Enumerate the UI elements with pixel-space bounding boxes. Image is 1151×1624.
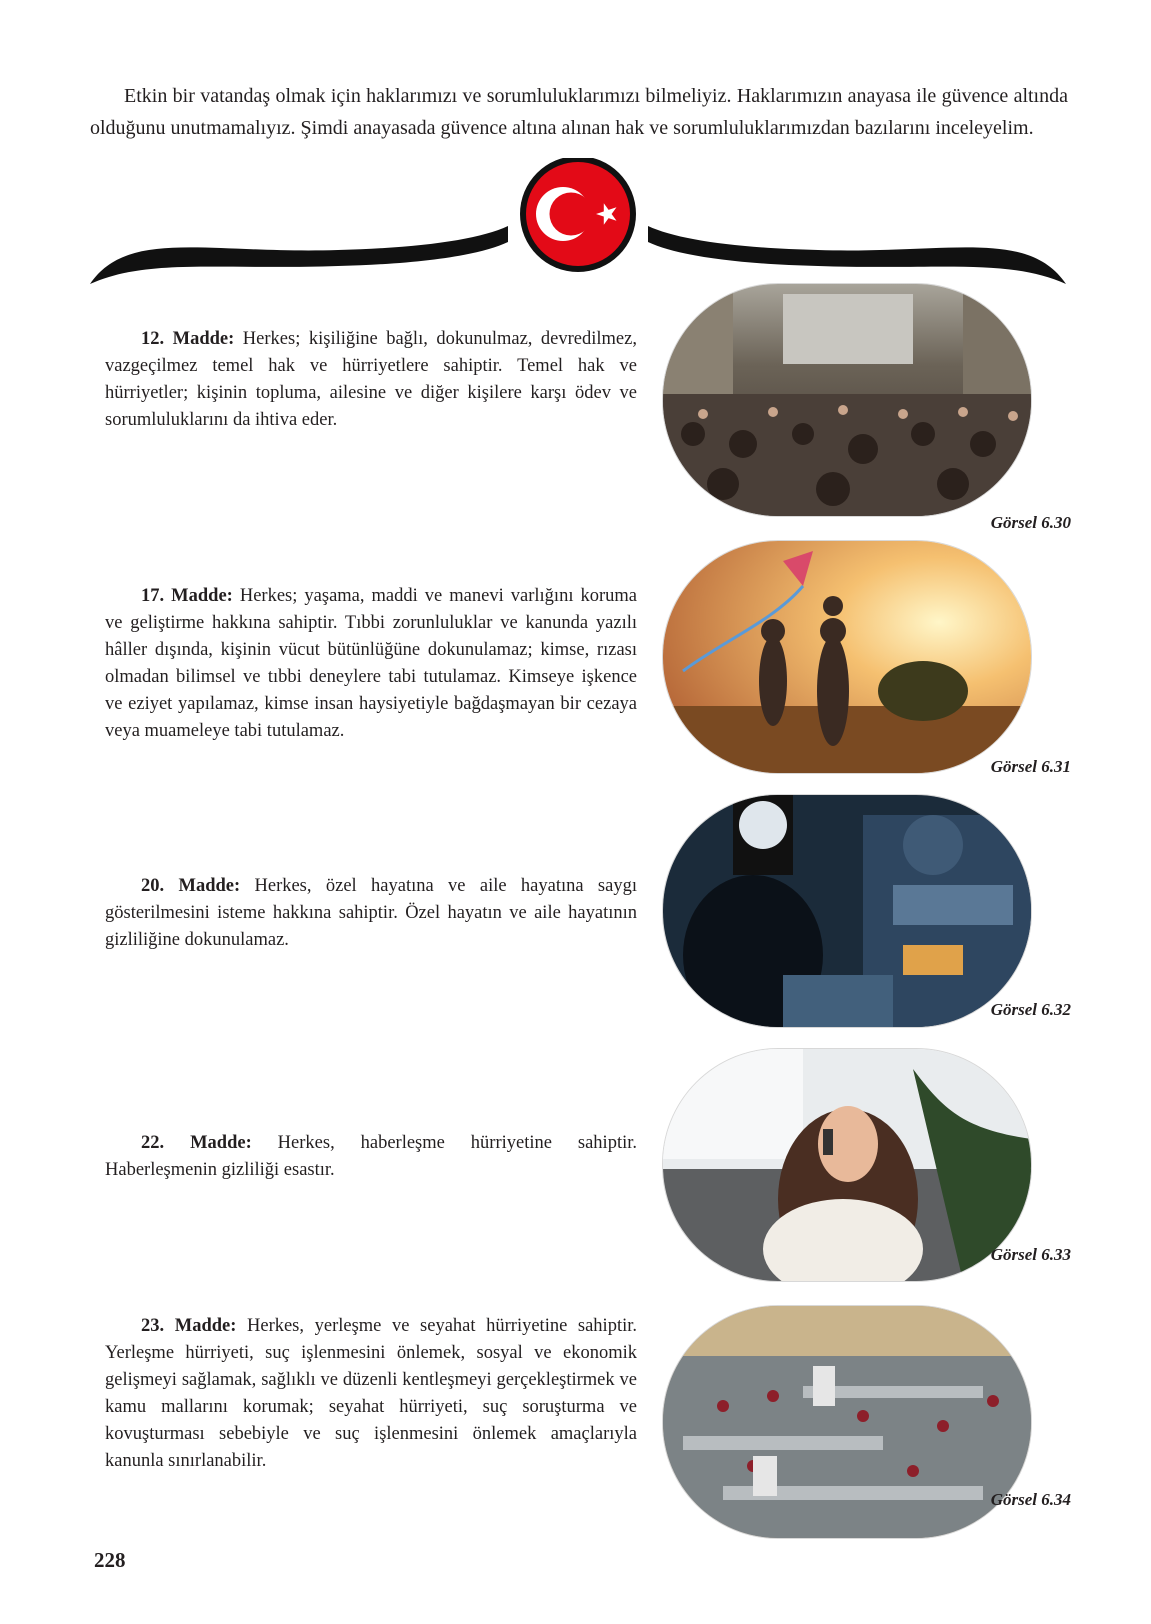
article-23 [105,1313,637,1475]
article-text: Herkes; kişiliğine bağlı, dokunulmaz, devredilmez, vazgeçilmez temel hak ve hürriyetlere sahiptir. Temel hak ve hürriyetler; kişinin topluma, ailesine ve diğer kişilere karşı ödev ve sorumluluklarını da ihtiva eder. [105,329,637,430]
flag-banner [88,158,1068,298]
intro-paragraph: Etkin bir vatandaş olmak için haklarımızı ve sorumluluklarımızı bilmeliyiz. Haklarımızın anayasa ile güvence altında olduğunu unutmamalıyız. Şimdi anayasada güvence altına alınan hak ve sorumluluklarımızdan bazılarını inceleyelim. [90,85,1068,139]
article-text: Herkes, haberleşme hürriyetine sahiptir. Haberleşmenin gizliliği esastır. [105,1133,637,1180]
article-17 [105,583,637,745]
photo-caption: Görsel 6.34 [990,1490,1071,1509]
photo-audio-surveillance [662,794,1032,1028]
article-text: Herkes, özel hayatına ve aile hayatına saygı gösterilmesini isteme hakkına sahiptir. Özel hayatın ve aile hayatının gizliliğine dokunulamaz. [105,876,637,950]
article-22 [105,1130,637,1184]
photo-caption: Görsel 6.31 [990,757,1071,776]
turkish-flag-icon [520,158,636,272]
article-label: 20. Madde: [141,876,241,896]
article-label: 22. Madde: [141,1133,252,1153]
banner-swoosh [88,158,1068,298]
article-text: Herkes; yaşama, maddi ve manevi varlığını koruma ve geliştirme hakkına sahiptir. Tıbbi zorunluluklar ve kanunda yazılı hâller dışında, kişinin vücut bütünlüğüne dokunulamaz; kimse, rızası olmadan bilimsel ve tıbbi deneylere tabi tutulamaz. Kimseye işkence ve eziyet yapılamaz, kimse insan haysiyetiyle bağdaşmayan bir cezaya veya muameleye tabi tutulamaz. [105,586,637,741]
photo-caption: Görsel 6.33 [990,1245,1071,1264]
photo-family-kite [662,540,1032,774]
article-text: Herkes, yerleşme ve seyahat hürriyetine sahiptir. Yerleşme hürriyeti, suç işlenmesini önlemek, sosyal ve ekonomik gelişmeyi sağlamak, sağlıklı ve düzenli kentleşmeyi gerçekleştirmek ve kamu mallarını korumak; seyahat hürriyeti, suç soruşturma ve kovuşturması sebebiyle ve suç işlenmesini önlemek amaçlarıyla kanunla sınırlanabilir. [105,1316,637,1471]
photo-caption: Görsel 6.32 [990,1000,1071,1019]
article-label: 23. Madde: [141,1316,237,1336]
page-number: 228 [94,1548,126,1572]
article-12 [105,326,637,434]
article-20 [105,873,637,954]
article-label: 12. Madde: [141,329,235,349]
article-label: 17. Madde: [141,586,233,606]
photo-crowd [662,283,1032,517]
photo-caption: Görsel 6.30 [990,513,1071,532]
